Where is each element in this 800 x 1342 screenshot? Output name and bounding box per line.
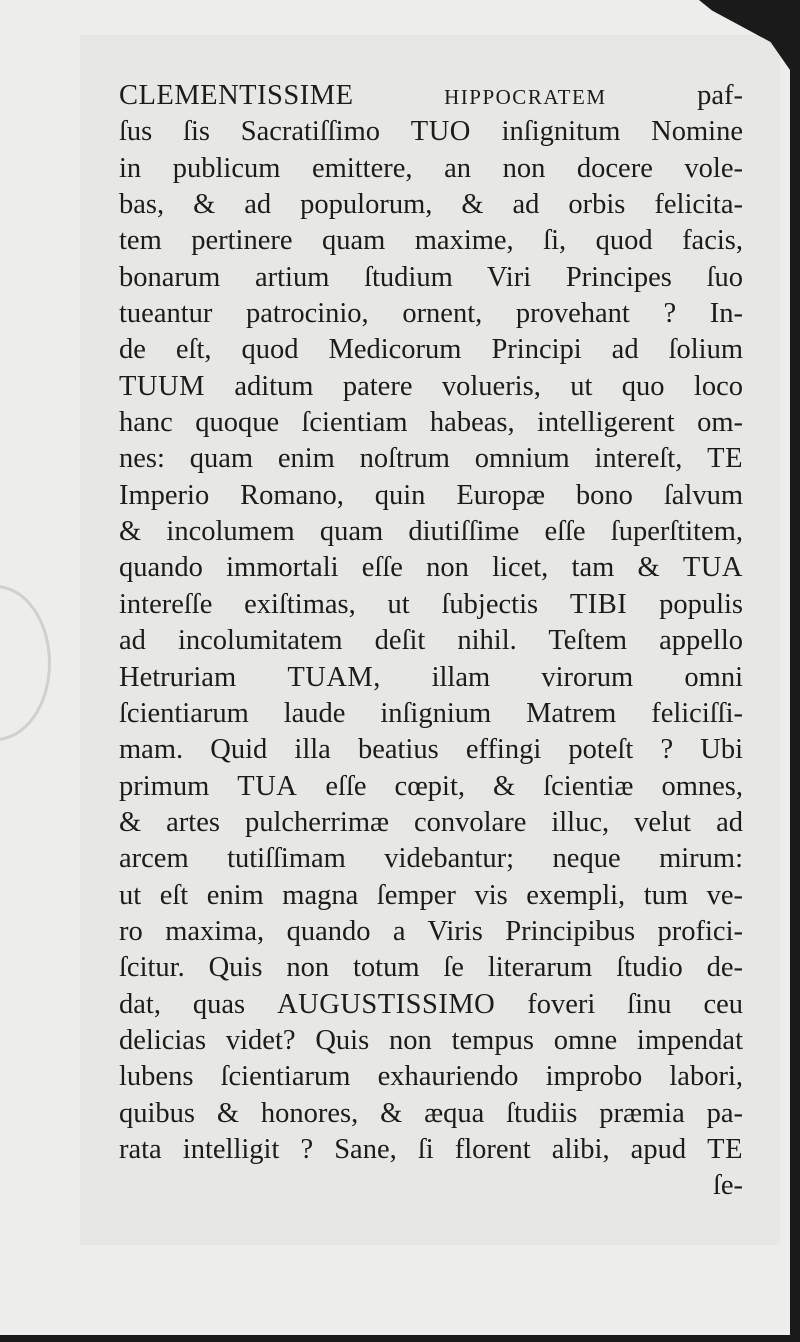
text-segment: tem pertinere quam maxime, ſi, quod facis, — [119, 225, 743, 257]
text-line — [119, 187, 743, 223]
emphasized-word: TUO — [410, 116, 471, 148]
text-segment: aditum patere volueris, ut quo loco — [204, 370, 743, 402]
text-line — [119, 514, 743, 550]
text-line — [119, 950, 743, 986]
text-segment: ſe- — [712, 1170, 743, 1202]
text-line — [119, 1059, 743, 1095]
text-line — [119, 260, 743, 296]
text-segment: ſcitur. Quis non totum ſe literarum ſtudio de- — [119, 952, 743, 984]
text-segment: Imperio Romano, quin Europæ bono ſalvum — [119, 479, 743, 511]
text-segment: paf- — [606, 80, 743, 111]
text-segment: bonarum artium ſtudium Viri Principes ſuo — [119, 261, 743, 293]
emphasized-word: TUA — [237, 770, 298, 802]
text-segment: mam. Quid illa beatius effingi poteſt ? Ubi — [119, 734, 743, 766]
text-segment: dat, quas — [119, 988, 278, 1020]
text-line — [119, 405, 743, 441]
text-segment: intereſſe exiſtimas, ut ſubjectis — [119, 588, 570, 620]
emphasized-word: TE — [707, 1133, 743, 1165]
emphasized-word: TE — [707, 443, 743, 475]
text-segment: rata intelligit ? Sane, ſi florent alibi, apud — [119, 1133, 708, 1165]
text-segment: ro maxima, quando a Viris Principibus profici- — [119, 915, 743, 947]
text-line — [119, 78, 743, 114]
text-line — [119, 1168, 743, 1204]
text-segment: quibus & honores, & æqua ſtudiis præmia pa- — [119, 1097, 743, 1129]
text-segment: bas, & ad populorum, & ad orbis felicita- — [119, 189, 743, 221]
text-segment: ſus ſis Sacratiſſimo — [119, 116, 411, 148]
text-line — [119, 623, 743, 659]
text-segment: lubens ſcientiarum exhauriendo improbo labori, — [119, 1061, 743, 1093]
emphasized-word: TUA — [682, 552, 743, 584]
text-line — [119, 1023, 743, 1059]
text-segment: & artes pulcherrimæ convolare illuc, velut ad — [119, 806, 743, 838]
dedication-text — [119, 78, 743, 1205]
text-segment: inſignitum Nomine — [470, 116, 743, 148]
text-line — [119, 660, 743, 696]
text-segment: ad incolumitatem deſit nihil. Teſtem appello — [119, 625, 743, 657]
text-segment: Hetruriam — [119, 661, 288, 693]
text-line — [119, 550, 743, 586]
text-segment: foveri ſinu ceu — [495, 988, 744, 1020]
emphasized-word: TUUM — [119, 370, 205, 402]
text-line — [119, 1096, 743, 1132]
text-line — [119, 732, 743, 768]
text-segment: & incolumem quam diutiſſime eſſe ſuperſtitem, — [119, 516, 743, 548]
text-line — [119, 369, 743, 405]
text-line — [119, 987, 743, 1023]
text-line — [119, 441, 743, 477]
text-line — [119, 769, 743, 805]
text-segment: hanc quoque ſcientiam habeas, intelligerent om- — [119, 407, 743, 439]
library-stamp — [0, 585, 51, 741]
text-segment — [354, 80, 445, 111]
text-segment: tueantur patrocinio, ornent, provehant ? In- — [119, 298, 743, 330]
text-segment: delicias videt? Quis non tempus omne impendat — [119, 1024, 743, 1056]
emphasized-word: HIPPOCRATEM — [444, 85, 607, 109]
text-segment: primum — [119, 770, 238, 802]
emphasized-word: TIBI — [569, 588, 628, 620]
text-segment: ut eſt enim magna ſemper vis exempli, tum ve- — [119, 879, 743, 911]
text-line — [119, 114, 743, 150]
emphasized-word: TUAM — [287, 661, 374, 693]
text-line — [119, 478, 743, 514]
text-line — [119, 223, 743, 259]
text-segment: ſcientiarum laude inſignium Matrem feliciſſi- — [119, 697, 743, 729]
text-segment: nes: quam enim noſtrum omnium intereſt, — [119, 443, 708, 475]
text-segment: de eſt, quod Medicorum Principi ad ſolium — [119, 334, 743, 366]
text-segment: eſſe cœpit, & ſcientiæ omnes, — [297, 770, 744, 802]
text-line — [119, 878, 743, 914]
text-segment: populis — [627, 588, 743, 620]
text-segment: quando immortali eſſe non licet, tam & — [119, 552, 683, 584]
text-segment: , illam virorum omni — [373, 661, 743, 693]
text-line — [119, 914, 743, 950]
text-line — [119, 587, 743, 623]
text-line — [119, 841, 743, 877]
text-segment: arcem tutiſſimam videbantur; neque mirum: — [119, 843, 743, 875]
text-line — [119, 805, 743, 841]
text-line — [119, 151, 743, 187]
text-segment: in publicum emittere, an non docere vole- — [119, 152, 743, 184]
text-line — [119, 696, 743, 732]
text-line — [119, 332, 743, 368]
text-line — [119, 1132, 743, 1168]
text-line — [119, 296, 743, 332]
emphasized-word: CLEMENTISSIME — [119, 80, 354, 111]
emphasized-word: AUGUSTISSIMO — [277, 988, 496, 1020]
